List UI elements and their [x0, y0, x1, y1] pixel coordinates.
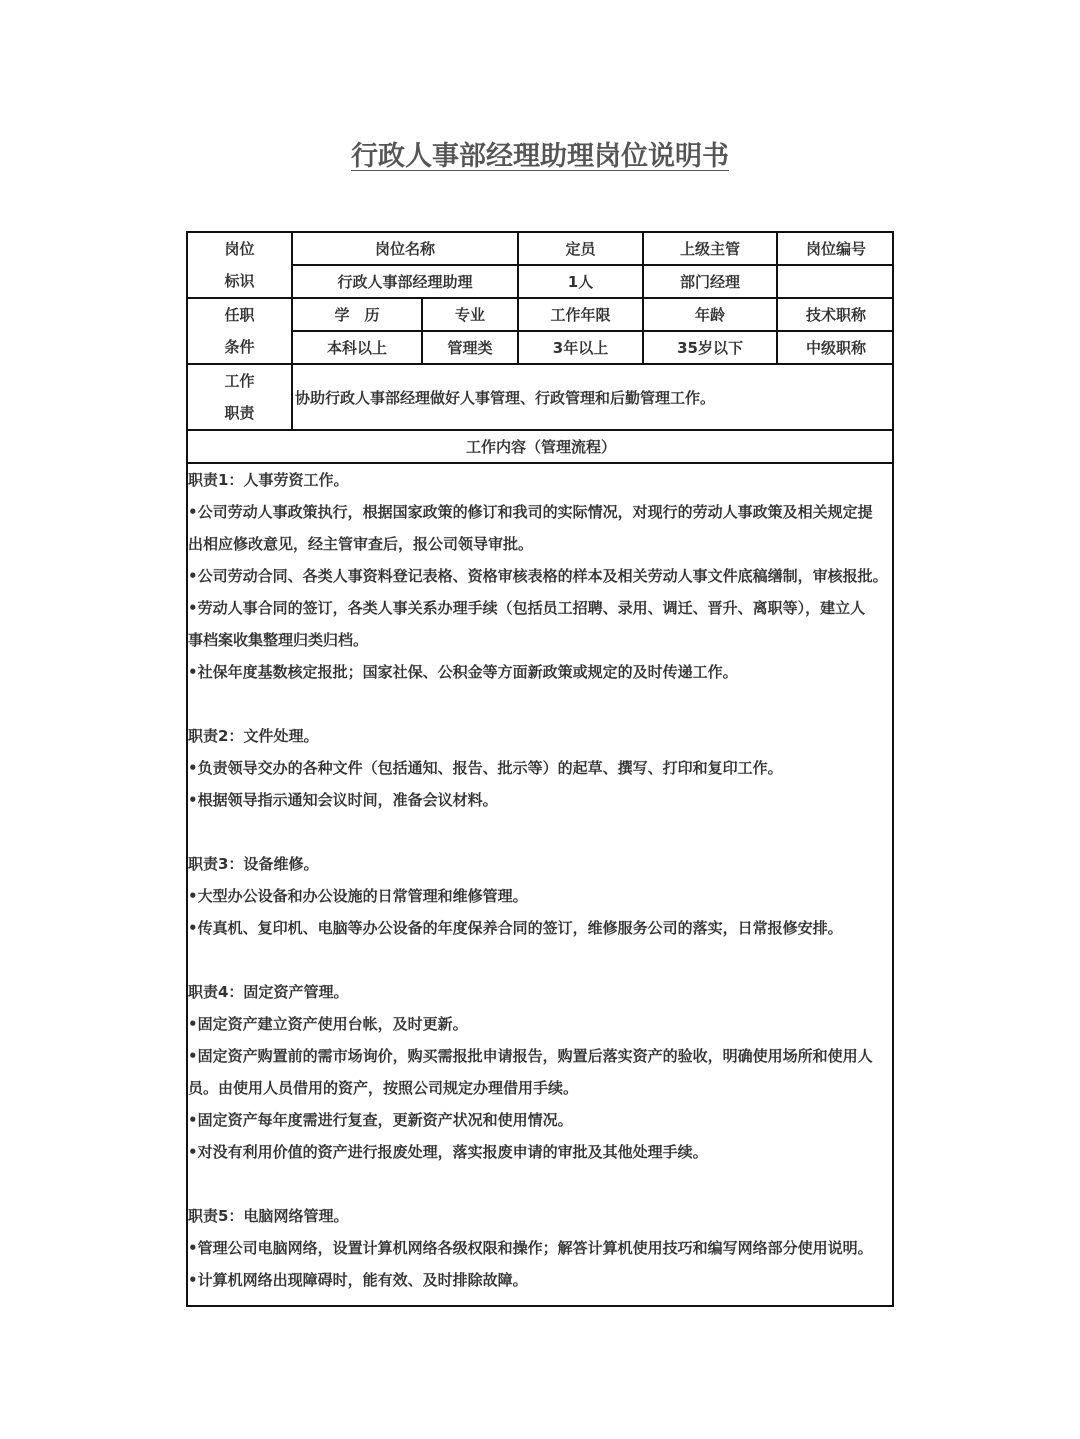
value-major: 管理类: [422, 331, 518, 364]
duty-summary: 协助行政人事部经理做好人事管理、行政管理和后勤管理工作。: [292, 364, 894, 430]
value-supervisor: 部门经理: [643, 265, 777, 298]
header-age: 年龄: [643, 298, 777, 331]
id-section-label: 岗位 标识: [188, 233, 292, 298]
duty-heading: 职责3：设备维修。: [188, 855, 319, 873]
header-position-name: 岗位名称: [292, 233, 518, 265]
duty-item-line: 出相应修改意见，经主管审查后，报公司领导审批。: [188, 535, 534, 553]
value-title-level: 中级职称: [777, 331, 894, 364]
duty-heading: 职责1：人事劳资工作。: [188, 471, 349, 489]
value-position-name: 行政人事部经理助理: [292, 265, 518, 298]
duty-item-line: •计算机网络出现障碍时，能有效、及时排除故障。: [188, 1271, 528, 1289]
duty-item-line: •公司劳动合同、各类人事资料登记表格、资格审核表格的样本及相关劳动人事文件底稿缮制，审核报批。: [188, 567, 888, 585]
value-age: 35岁以下: [643, 331, 777, 364]
duty-item-line: •传真机、复印机、电脑等办公设备的年度保养合同的签订，维修服务公司的落实，日常报修安排。: [188, 919, 843, 937]
duty-heading: 职责2：文件处理。: [188, 727, 319, 745]
req-section-label: 任职 条件: [188, 298, 292, 364]
header-position-code: 岗位编号: [777, 233, 894, 265]
duty-item-line: •固定资产每年度需进行复查，更新资产状况和使用情况。: [188, 1111, 573, 1129]
header-major: 专业: [422, 298, 518, 331]
duty-item-line: •大型办公设备和办公设施的日常管理和维修管理。: [188, 887, 528, 905]
header-supervisor: 上级主管: [643, 233, 777, 265]
header-headcount: 定员: [518, 233, 643, 265]
header-education: 学 历: [292, 298, 422, 331]
duty-heading: 职责4：固定资产管理。: [188, 983, 349, 1001]
duty-item-line: •公司劳动人事政策执行，根据国家政策的修订和我司的实际情况，对现行的劳动人事政策及相关规定提: [188, 503, 873, 521]
section-gap: [188, 944, 892, 976]
section-gap: [188, 1168, 892, 1200]
header-title-level: 技术职称: [777, 298, 894, 331]
duty-item-line: •固定资产建立资产使用台帐，及时更新。: [188, 1015, 468, 1033]
duty-heading: 职责5：电脑网络管理。: [188, 1207, 349, 1225]
section-gap: [188, 816, 892, 848]
value-education: 本科以上: [292, 331, 422, 364]
value-position-code: [777, 265, 894, 298]
section-gap: [188, 688, 892, 720]
duty-item-line: •管理公司电脑网络，设置计算机网络各级权限和操作；解答计算机使用技巧和编写网络部分使用说明。: [188, 1239, 873, 1257]
duty-item-line: •根据领导指示通知会议时间，准备会议材料。: [188, 791, 498, 809]
value-headcount: 1人: [518, 265, 643, 298]
duty-item-line: •社保年度基数核定报批；国家社保、公积金等方面新政策或规定的及时传递工作。: [188, 663, 738, 681]
header-work-years: 工作年限: [518, 298, 643, 331]
header-grid: [188, 233, 894, 464]
job-description-table: [186, 231, 894, 1307]
duty-section-label: 工作 职责: [188, 364, 292, 430]
document-title: 行政人事部经理助理岗位说明书: [351, 141, 729, 172]
duty-item-line: 员。由使用人员借用的资产，按照公司规定办理借用手续。: [188, 1079, 579, 1097]
duty-item-line: •对没有利用价值的资产进行报废处理，落实报废申请的审批及其他处理手续。: [188, 1143, 708, 1161]
duty-item-line: •固定资产购置前的需市场询价，购买需报批申请报告，购置后落实资产的验收，明确使用场所和使用人: [188, 1047, 873, 1065]
duty-item-line: •负责领导交办的各种文件（包括通知、报告、批示等）的起草、撰写、打印和复印工作。: [188, 759, 783, 777]
value-work-years: 3年以上: [518, 331, 643, 364]
duty-item-line: 事档案收集整理归类归档。: [188, 631, 369, 649]
work-content: [188, 464, 892, 1296]
content-header: 工作内容（管理流程）: [188, 430, 894, 463]
duty-item-line: •劳动人事合同的签订，各类人事关系办理手续（包括员工招聘、录用、调迁、晋升、离职等），建立人: [188, 599, 866, 617]
